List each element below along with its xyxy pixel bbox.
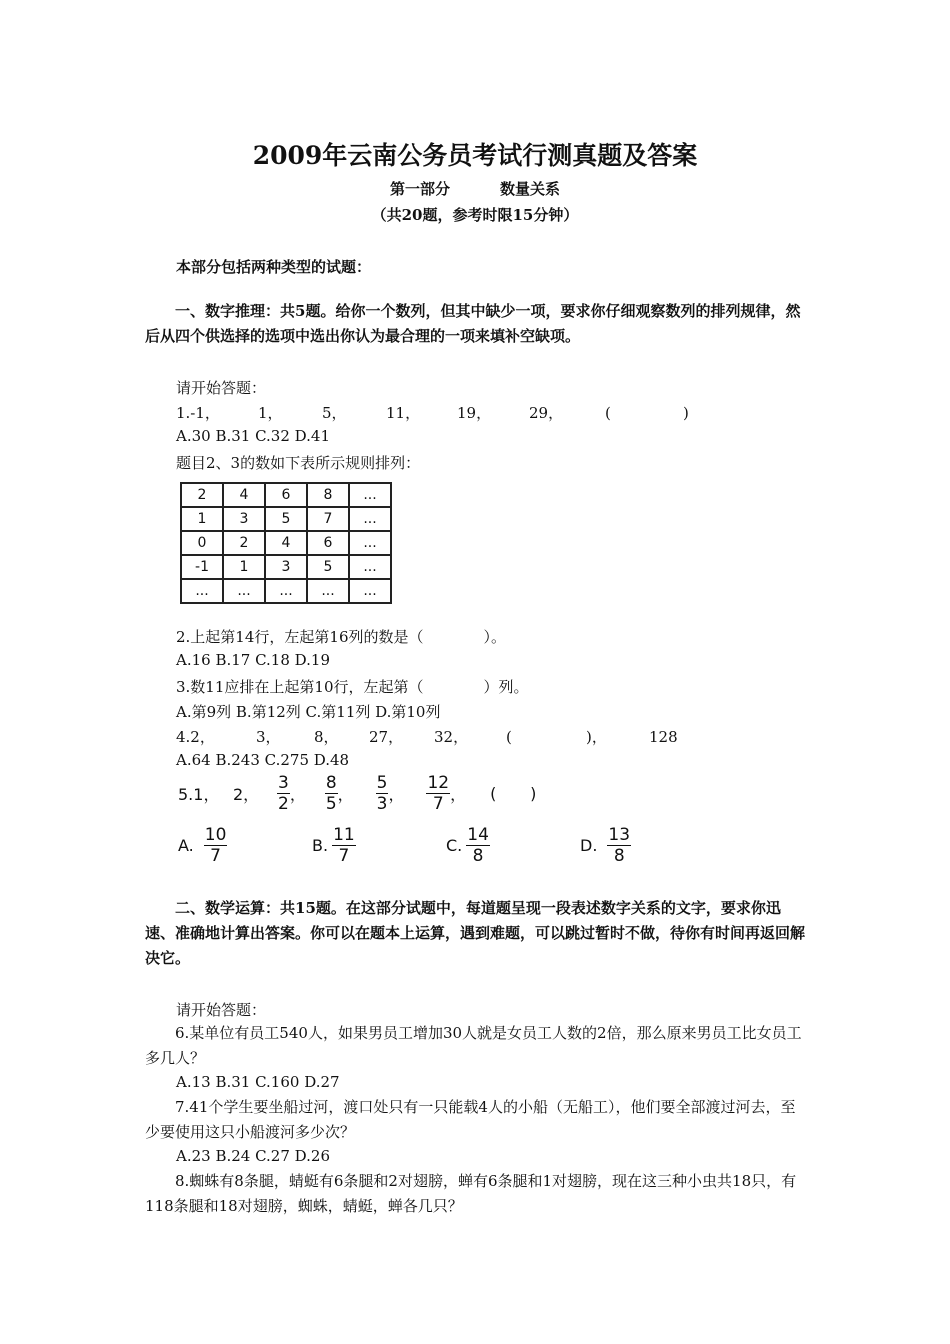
q4-blank-open: ( [506, 728, 512, 746]
numerator: 10 [204, 824, 227, 845]
table-cell: -1 [181, 555, 223, 579]
number-table [180, 482, 392, 604]
option-label: C. [446, 835, 463, 855]
q5-blank-close: ) [530, 783, 537, 803]
question-4 [176, 726, 678, 747]
table-cell: 8 [307, 483, 349, 507]
q5-lead: 2， [233, 784, 260, 804]
q4-item: 3， [256, 728, 281, 746]
numerator: 12 [427, 772, 450, 793]
option-fraction [466, 825, 490, 866]
q4-item: 8， [314, 728, 339, 746]
denominator: 7 [338, 845, 350, 866]
q3-stem: 3.数11应排在上起第10行，左起第（ ）列。 [176, 678, 529, 696]
question-5: 5.1， 2， $\frac{3}{2}$ ， $\frac{8}{5}$ ， $\frac{5}{3}$ ， $\frac{12}{7}$ ， ( ) [178, 772, 537, 814]
denominator: 7 [210, 845, 221, 866]
table-cell: 2 [223, 531, 265, 555]
q2-stem: 2.上起第14行，左起第16列的数是（ ）。 [176, 628, 506, 646]
section2-heading: 二、数学运算：共15题。在这部分试题中，每道题呈现一段表述数字关系的文字，要求你迅速、准确地计算出答案。你可以在题本上运算，遇到难题，可以跳过暂时不做，待你有时间再返回解决它。 [145, 899, 806, 967]
q4-item: 27， [369, 728, 404, 746]
section1-start: 请开始答题： [176, 379, 267, 397]
part-note: （共20题，参考时限15分钟） [371, 206, 579, 224]
q1-item: 11， [386, 404, 421, 422]
table-cell: 5 [265, 507, 307, 531]
intro-text: 本部分包括两种类型的试题： [176, 258, 372, 276]
table-cell: 5 [307, 555, 349, 579]
q6-stem: 6.某单位有员工540人，如果男员工增加30人就是女员工人数的2倍，那么原来男员工比女员工多几人？ [145, 1024, 802, 1067]
table-caption: 题目2、3的数如下表所示规则排列： [176, 454, 421, 472]
table-cell: 6 [307, 531, 349, 555]
q5-option-c [446, 822, 490, 868]
q1-blank-close: ) [683, 404, 689, 422]
table-cell: 1 [223, 555, 265, 579]
table-cell: 6 [265, 483, 307, 507]
table-cell: 7 [307, 507, 349, 531]
denominator: 7 [432, 793, 444, 814]
q4-blank-close: )， [586, 728, 607, 746]
table-cell: ... [349, 507, 391, 531]
table-cell: ... [349, 531, 391, 555]
denominator: 8 [613, 845, 625, 866]
q1-item: 5， [322, 404, 347, 422]
table-row [181, 483, 391, 507]
table-cell: 0 [181, 531, 223, 555]
q5-option-a [178, 822, 227, 868]
part-name: 数量关系 [500, 180, 561, 198]
table-cell: 3 [223, 507, 265, 531]
part-label: 第一部分 [389, 180, 450, 198]
option-label: B. [312, 835, 329, 855]
q5-fraction [325, 773, 338, 814]
table-cell: ... [265, 579, 307, 603]
option-label: A. [178, 835, 194, 855]
q8-stem: 8.蜘蛛有8条腿，蜻蜓有6条腿和2对翅膀，蝉有6条腿和1对翅膀，现在这三种小虫共18只，有118条腿和18对翅膀，蜘蛛，蜻蜓，蝉各几只？ [145, 1172, 797, 1215]
table-row [181, 531, 391, 555]
table-row [181, 555, 391, 579]
section2-start: 请开始答题： [176, 1001, 267, 1019]
q7-stem: 7.41个学生要坐船过河，渡口处只有一只能载4人的小船（无船工），他们要全部渡过河去，至少要使用这只小船渡河多少次？ [145, 1098, 796, 1141]
question-1 [176, 402, 689, 423]
table-cell: ... [307, 579, 349, 603]
q1-item: 19， [457, 404, 492, 422]
q1-blank-open: ( [605, 404, 611, 422]
option-label: D. [580, 835, 598, 855]
table-row [181, 579, 391, 603]
q7-options: A.23 B.24 C.27 D.26 [176, 1147, 331, 1165]
q5-option-d [580, 822, 631, 868]
table-cell: ... [181, 579, 223, 603]
q5-lead: 5.1， [178, 784, 220, 804]
table-cell: ... [349, 579, 391, 603]
table-cell: 2 [181, 483, 223, 507]
table-cell: ... [223, 579, 265, 603]
section1-heading: 一、数字推理：共5题。给你一个数列，但其中缺少一项，要求你仔细观察数列的排列规律，然后从四个供选择的选项中选出你认为最合理的一项来填补空缺项。 [145, 302, 801, 345]
q3-options: A.第9列 B.第12列 C.第11列 D.第10列 [176, 703, 441, 721]
q5-fraction [277, 773, 290, 814]
table-cell: 4 [265, 531, 307, 555]
q4-item: 32， [434, 728, 469, 746]
option-fraction [204, 825, 228, 866]
q4-options: A.64 B.243 C.275 D.48 [176, 751, 350, 769]
numerator: 3 [278, 772, 289, 793]
q1-item: 1.-1， [176, 404, 220, 422]
denominator: 8 [472, 845, 484, 866]
table-cell: ... [349, 555, 391, 579]
denominator: 2 [278, 793, 289, 814]
numerator: 11 [333, 824, 355, 845]
numerator: 8 [325, 772, 337, 793]
q1-item: 29， [529, 404, 564, 422]
numerator: 13 [608, 824, 631, 845]
q1-item: 1， [258, 404, 283, 422]
q4-item: 4.2， [176, 728, 215, 746]
table-cell: 1 [181, 507, 223, 531]
option-fraction [607, 825, 631, 866]
table-cell: 3 [265, 555, 307, 579]
q6-options: A.13 B.31 C.160 D.27 [176, 1073, 340, 1091]
q5-blank-open: ( [490, 783, 497, 803]
q5-fraction [376, 773, 389, 814]
denominator: 5 [325, 793, 337, 814]
q1-options: A.30 B.31 C.32 D.41 [176, 427, 331, 445]
q4-item: 128 [649, 728, 678, 746]
q5-option-b [312, 822, 356, 868]
part-heading [0, 178, 950, 199]
q2-options: A.16 B.17 C.18 D.19 [176, 651, 331, 669]
table-cell: ... [349, 483, 391, 507]
numerator: 14 [467, 824, 489, 845]
q5-fraction [426, 773, 450, 814]
numerator: 5 [376, 772, 388, 793]
document-title: 2009年云南公务员考试行测真题及答案 [252, 141, 698, 170]
option-fraction [332, 825, 356, 866]
table-row [181, 507, 391, 531]
table-cell: 4 [223, 483, 265, 507]
denominator: 3 [376, 793, 388, 814]
